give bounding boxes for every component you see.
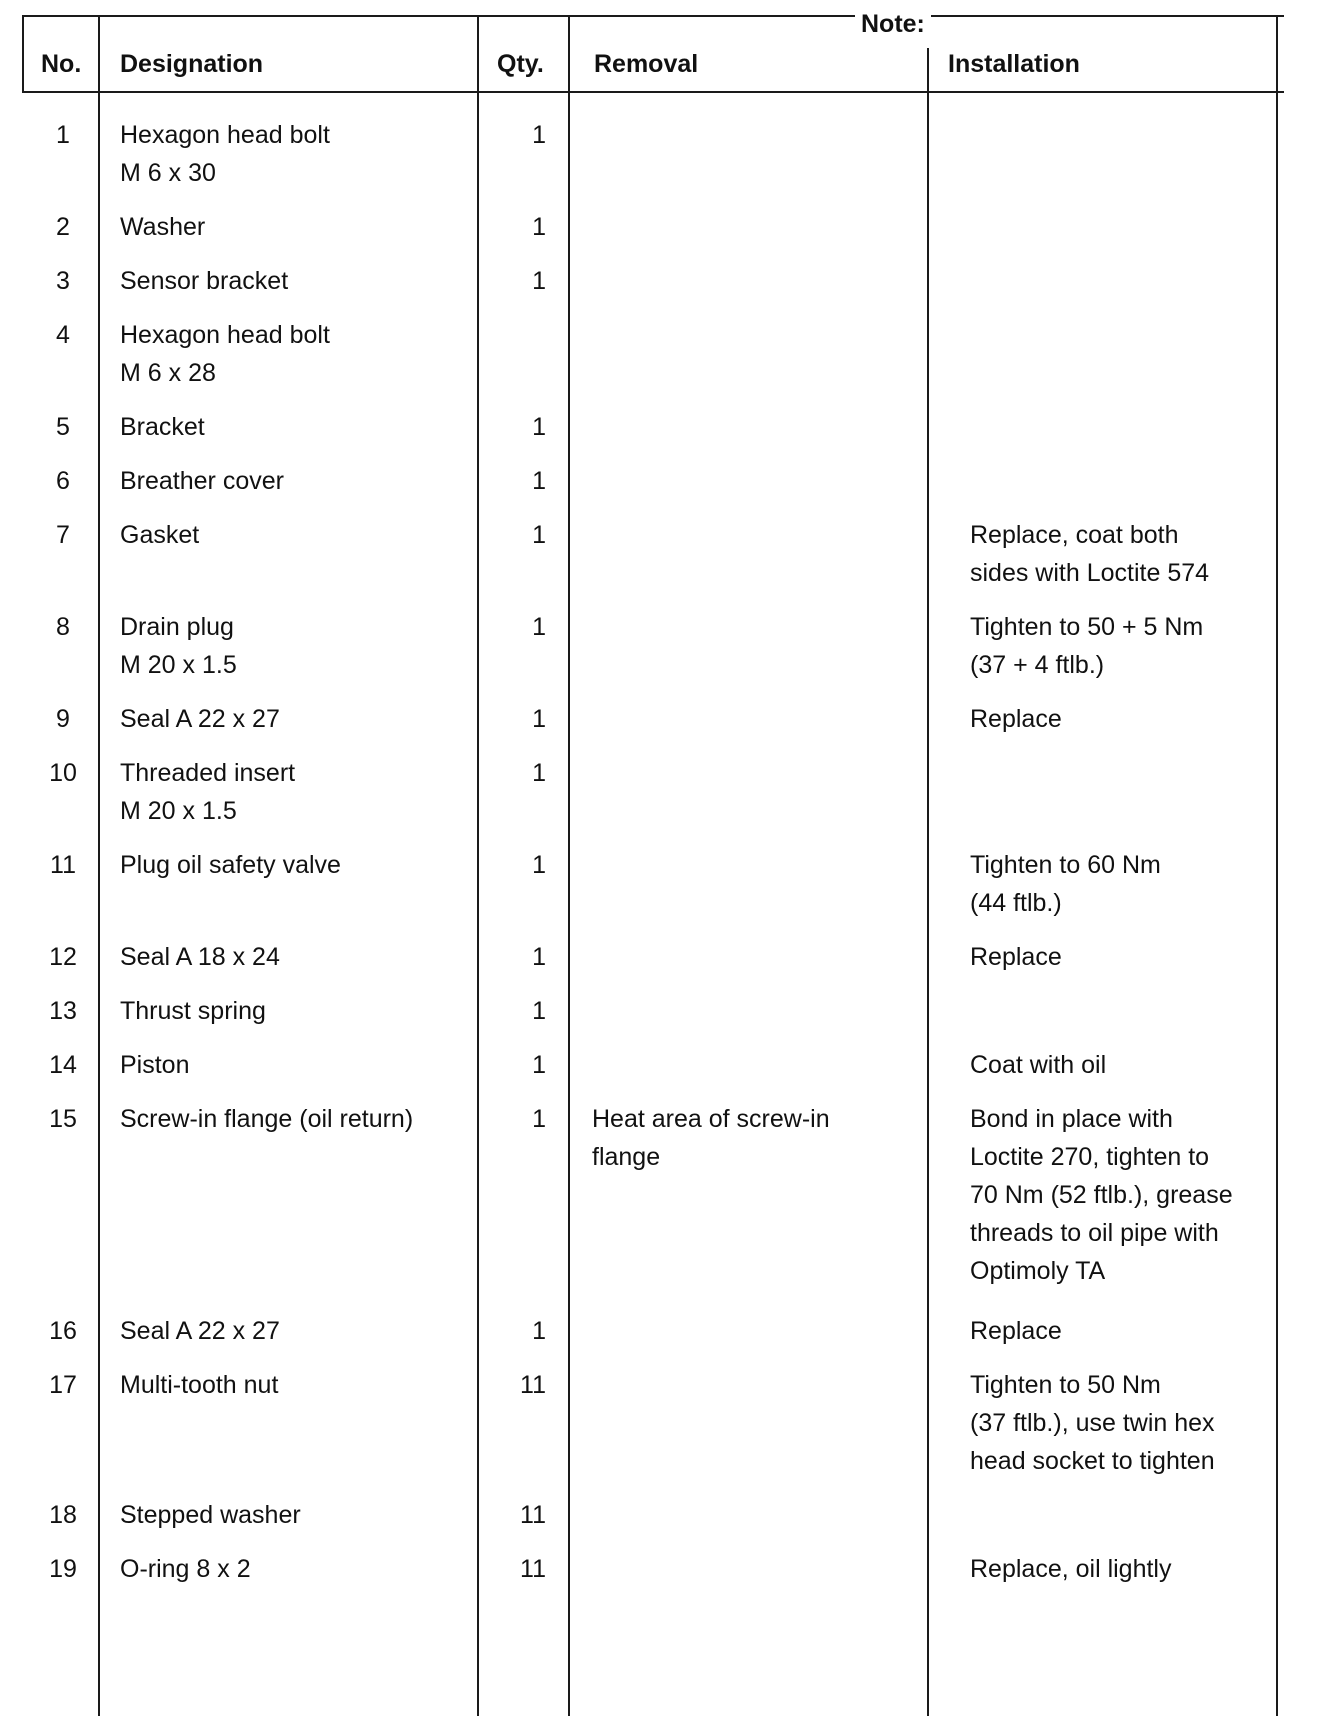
cell-designation: [120, 992, 266, 1030]
cell-installation-line: Optimoly TA: [970, 1257, 1106, 1285]
column-divider-qty: [568, 15, 570, 1716]
cell-installation-line: threads to oil pipe with: [970, 1219, 1219, 1247]
cell-installation: [970, 700, 1062, 738]
cell-designation-line: Seal A 22 x 27: [120, 1317, 280, 1345]
cell-qty: 1: [532, 213, 546, 241]
cell-no: 4: [56, 321, 70, 349]
cell-qty: 1: [532, 521, 546, 549]
header-removal: Removal: [594, 50, 699, 78]
cell-no: 3: [56, 267, 70, 295]
cell-qty: 11: [520, 1501, 546, 1529]
header-bottom-border: [22, 91, 1284, 93]
cell-designation-line: Threaded insert: [120, 759, 296, 787]
cell-installation-line: Replace: [970, 1317, 1062, 1345]
cell-no: 13: [49, 997, 77, 1025]
cell-qty: 1: [532, 121, 546, 149]
cell-installation: [970, 1046, 1106, 1084]
cell-qty: 1: [532, 997, 546, 1025]
cell-no: 14: [49, 1051, 77, 1079]
cell-designation: [120, 1496, 301, 1534]
cell-no: 5: [56, 413, 70, 441]
column-divider-no: [98, 15, 100, 1716]
cell-installation-line: 70 Nm (52 ftlb.), grease: [970, 1181, 1233, 1209]
cell-installation: [970, 1366, 1215, 1480]
header-installation: Installation: [948, 50, 1080, 78]
cell-installation-line: Tighten to 50 + 5 Nm: [970, 613, 1204, 641]
cell-installation: [970, 1312, 1062, 1350]
cell-designation: [120, 846, 341, 884]
cell-qty: 1: [532, 467, 546, 495]
cell-installation: [970, 516, 1209, 592]
cell-designation-line: Drain plug: [120, 613, 234, 641]
table-right-border: [1276, 15, 1278, 1716]
cell-installation: [970, 938, 1062, 976]
cell-designation: [120, 262, 288, 300]
cell-no: 17: [49, 1371, 77, 1399]
cell-installation-line: Replace, oil lightly: [970, 1555, 1172, 1583]
cell-designation-line: Multi-tooth nut: [120, 1371, 279, 1399]
cell-designation-line: O-ring 8 x 2: [120, 1555, 251, 1583]
cell-no: 15: [49, 1105, 77, 1133]
cell-designation: [120, 516, 199, 554]
cell-qty: 1: [532, 705, 546, 733]
header-qty: Qty.: [497, 50, 544, 78]
cell-qty: 1: [532, 1105, 546, 1133]
cell-designation-line: Piston: [120, 1051, 190, 1079]
cell-designation-line: M 6 x 28: [120, 359, 216, 387]
cell-no: 10: [49, 759, 77, 787]
cell-designation-line: M 6 x 30: [120, 159, 216, 187]
cell-designation: [120, 1046, 189, 1084]
cell-installation: [970, 608, 1203, 684]
table-top-border: [22, 15, 1284, 17]
cell-qty: 1: [532, 943, 546, 971]
cell-designation-line: Sensor bracket: [120, 267, 289, 295]
cell-designation-line: Seal A 22 x 27: [120, 705, 280, 733]
cell-no: 8: [56, 613, 70, 641]
table-left-border: [22, 15, 24, 93]
cell-designation-line: Plug oil safety valve: [120, 851, 341, 879]
cell-no: 16: [49, 1317, 77, 1345]
cell-installation-line: Bond in place with: [970, 1105, 1173, 1133]
cell-designation-line: M 20 x 1.5: [120, 651, 237, 679]
cell-designation-line: Thrust spring: [120, 997, 266, 1025]
cell-designation-line: M 20 x 1.5: [120, 797, 237, 825]
cell-designation-line: Hexagon head bolt: [120, 121, 330, 149]
cell-designation: [120, 938, 280, 976]
cell-installation-line: head socket to tighten: [970, 1447, 1215, 1475]
cell-designation: [120, 116, 330, 192]
cell-designation: [120, 700, 280, 738]
cell-designation-line: Breather cover: [120, 467, 284, 495]
cell-designation: [120, 1366, 278, 1404]
cell-no: 11: [50, 851, 76, 879]
cell-installation-line: (37 + 4 ftlb.): [970, 651, 1105, 679]
cell-installation-line: Tighten to 50 Nm: [970, 1371, 1161, 1399]
cell-designation: [120, 462, 284, 500]
cell-qty: 1: [532, 413, 546, 441]
cell-removal: [592, 1100, 830, 1176]
note-label: Note:: [855, 10, 931, 39]
cell-designation: [120, 754, 295, 830]
cell-no: 7: [56, 521, 70, 549]
cell-qty: 1: [532, 851, 546, 879]
cell-installation-line: (44 ftlb.): [970, 889, 1062, 917]
cell-no: 12: [49, 943, 77, 971]
cell-no: 18: [49, 1501, 77, 1529]
cell-designation-line: Hexagon head bolt: [120, 321, 330, 349]
cell-qty: 1: [532, 613, 546, 641]
cell-no: 6: [56, 467, 70, 495]
cell-designation-line: Gasket: [120, 521, 200, 549]
cell-designation: [120, 316, 330, 392]
cell-designation: [120, 1100, 413, 1138]
cell-designation: [120, 1550, 251, 1588]
cell-installation: [970, 846, 1161, 922]
column-divider-designation: [477, 15, 479, 1716]
cell-qty: 11: [520, 1555, 546, 1583]
cell-designation-line: Stepped washer: [120, 1501, 301, 1529]
cell-installation: [970, 1550, 1172, 1588]
cell-installation-line: (37 ftlb.), use twin hex: [970, 1409, 1215, 1437]
cell-qty: 1: [532, 759, 546, 787]
cell-qty: 1: [532, 267, 546, 295]
cell-installation-line: sides with Loctite 574: [970, 559, 1210, 587]
cell-no: 2: [56, 213, 70, 241]
header-no: No.: [41, 50, 82, 78]
cell-installation: [970, 1100, 1233, 1290]
cell-removal-line: Heat area of screw-in: [592, 1105, 830, 1133]
cell-qty: 1: [532, 1317, 546, 1345]
cell-installation-line: Tighten to 60 Nm: [970, 851, 1161, 879]
cell-installation-line: Replace: [970, 943, 1062, 971]
cell-installation-line: Replace, coat both: [970, 521, 1179, 549]
cell-installation-line: Coat with oil: [970, 1051, 1107, 1079]
cell-qty: 1: [532, 1051, 546, 1079]
cell-designation: [120, 408, 205, 446]
cell-removal-line: flange: [592, 1143, 661, 1171]
cell-installation-line: Loctite 270, tighten to: [970, 1143, 1210, 1171]
cell-designation-line: Bracket: [120, 413, 205, 441]
cell-no: 9: [56, 705, 70, 733]
cell-qty: 11: [520, 1371, 546, 1399]
cell-designation: [120, 608, 237, 684]
column-divider-removal: [927, 48, 929, 1716]
cell-designation-line: Washer: [120, 213, 206, 241]
cell-no: 19: [49, 1555, 77, 1583]
header-designation: Designation: [120, 50, 264, 78]
cell-designation-line: Screw-in flange (oil return): [120, 1105, 414, 1133]
cell-designation-line: Seal A 18 x 24: [120, 943, 280, 971]
cell-installation-line: Replace: [970, 705, 1062, 733]
cell-designation: [120, 1312, 280, 1350]
cell-no: 1: [56, 121, 70, 149]
cell-designation: [120, 208, 205, 246]
